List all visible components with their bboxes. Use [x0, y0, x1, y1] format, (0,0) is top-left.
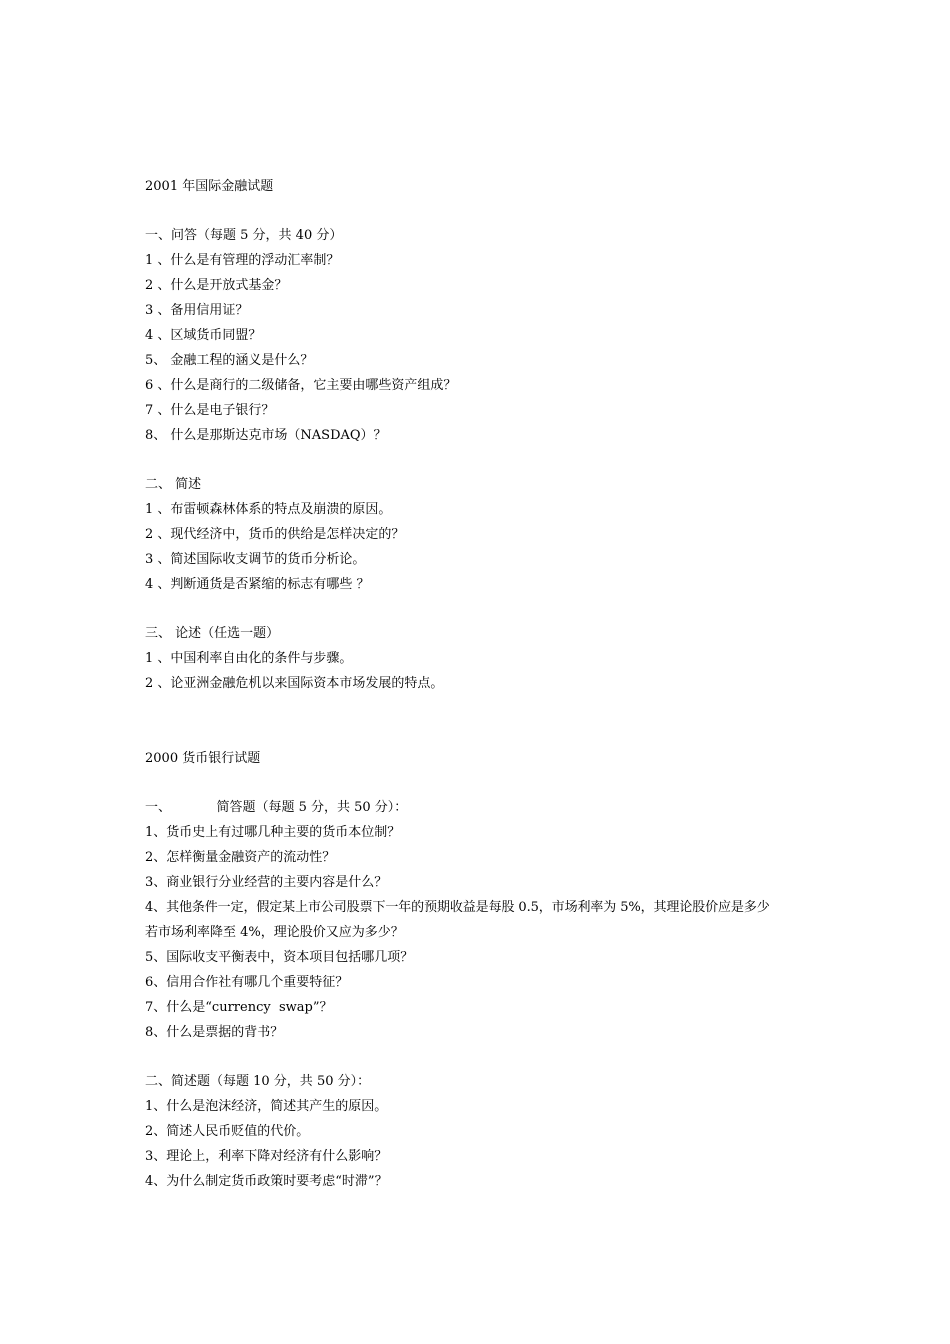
question-item: 1 、什么是有管理的浮动汇率制？ [145, 253, 340, 268]
question-item: 2 、论亚洲金融危机以来国际资本市场发展的特点。 [145, 676, 444, 691]
question-item: 4、其他条件一定，假定某上市公司股票下一年的预期收益是每股 0.5，市场利率为 5%，其理论股价应是多少 [145, 900, 770, 915]
section-heading-brief: 二、 简述 [145, 477, 202, 492]
question-item: 4、为什么制定货币政策时要考虑“时滞”？ [145, 1174, 388, 1189]
section-heading-short-answer: 一、 简答题（每题 5 分，共 50 分）： [145, 800, 408, 815]
question-item: 3、商业银行分业经营的主要内容是什么？ [145, 875, 388, 890]
question-item: 6、信用合作社有哪几个重要特征？ [145, 975, 349, 990]
question-item: 3 、简述国际收支调节的货币分析论。 [145, 552, 366, 567]
question-item: 4 、区域货币同盟？ [145, 328, 262, 343]
exam-title-2000: 2000 货币银行试题 [145, 751, 261, 766]
question-item: 7 、什么是电子银行？ [145, 403, 275, 418]
section-heading-qa: 一、问答（每题 5 分，共 40 分） [145, 228, 343, 243]
question-item: 1 、布雷顿森林体系的特点及崩溃的原因。 [145, 502, 392, 517]
question-item: 6 、什么是商行的二级储备，它主要由哪些资产组成？ [145, 378, 457, 393]
question-item: 3 、备用信用证？ [145, 303, 249, 318]
question-item: 2、简述人民币贬值的代价。 [145, 1124, 310, 1139]
question-item: 1、货币史上有过哪几种主要的货币本位制？ [145, 825, 401, 840]
question-item: 4 、判断通货是否紧缩的标志有哪些 ？ [145, 577, 370, 592]
question-item: 5、 金融工程的涵义是什么？ [145, 353, 314, 368]
question-item: 5、国际收支平衡表中，资本项目包括哪几项？ [145, 950, 414, 965]
question-item: 2、怎样衡量金融资产的流动性？ [145, 850, 336, 865]
question-item: 2 、什么是开放式基金？ [145, 278, 288, 293]
question-item: 8、什么是票据的背书？ [145, 1025, 284, 1040]
question-item: 3、理论上，利率下降对经济有什么影响？ [145, 1149, 388, 1164]
exam-title-2001: 2001 年国际金融试题 [145, 179, 274, 194]
question-item: 7、什么是“currency swap”？ [145, 1000, 333, 1015]
section-heading-essay: 三、 论述（任选一题） [145, 626, 280, 641]
question-item: 1、什么是泡沫经济，简述其产生的原因。 [145, 1099, 388, 1114]
question-item: 1 、中国利率自由化的条件与步骤。 [145, 651, 353, 666]
question-item: 8、 什么是那斯达克市场（NASDAQ）？ [145, 428, 387, 443]
question-item: 2 、现代经济中，货币的供给是怎样决定的？ [145, 527, 405, 542]
section-heading-brief-2000: 二、简述题（每题 10 分，共 50 分）： [145, 1074, 371, 1089]
question-item-continuation: 若市场利率降至 4%，理论股价又应为多少？ [145, 925, 404, 940]
